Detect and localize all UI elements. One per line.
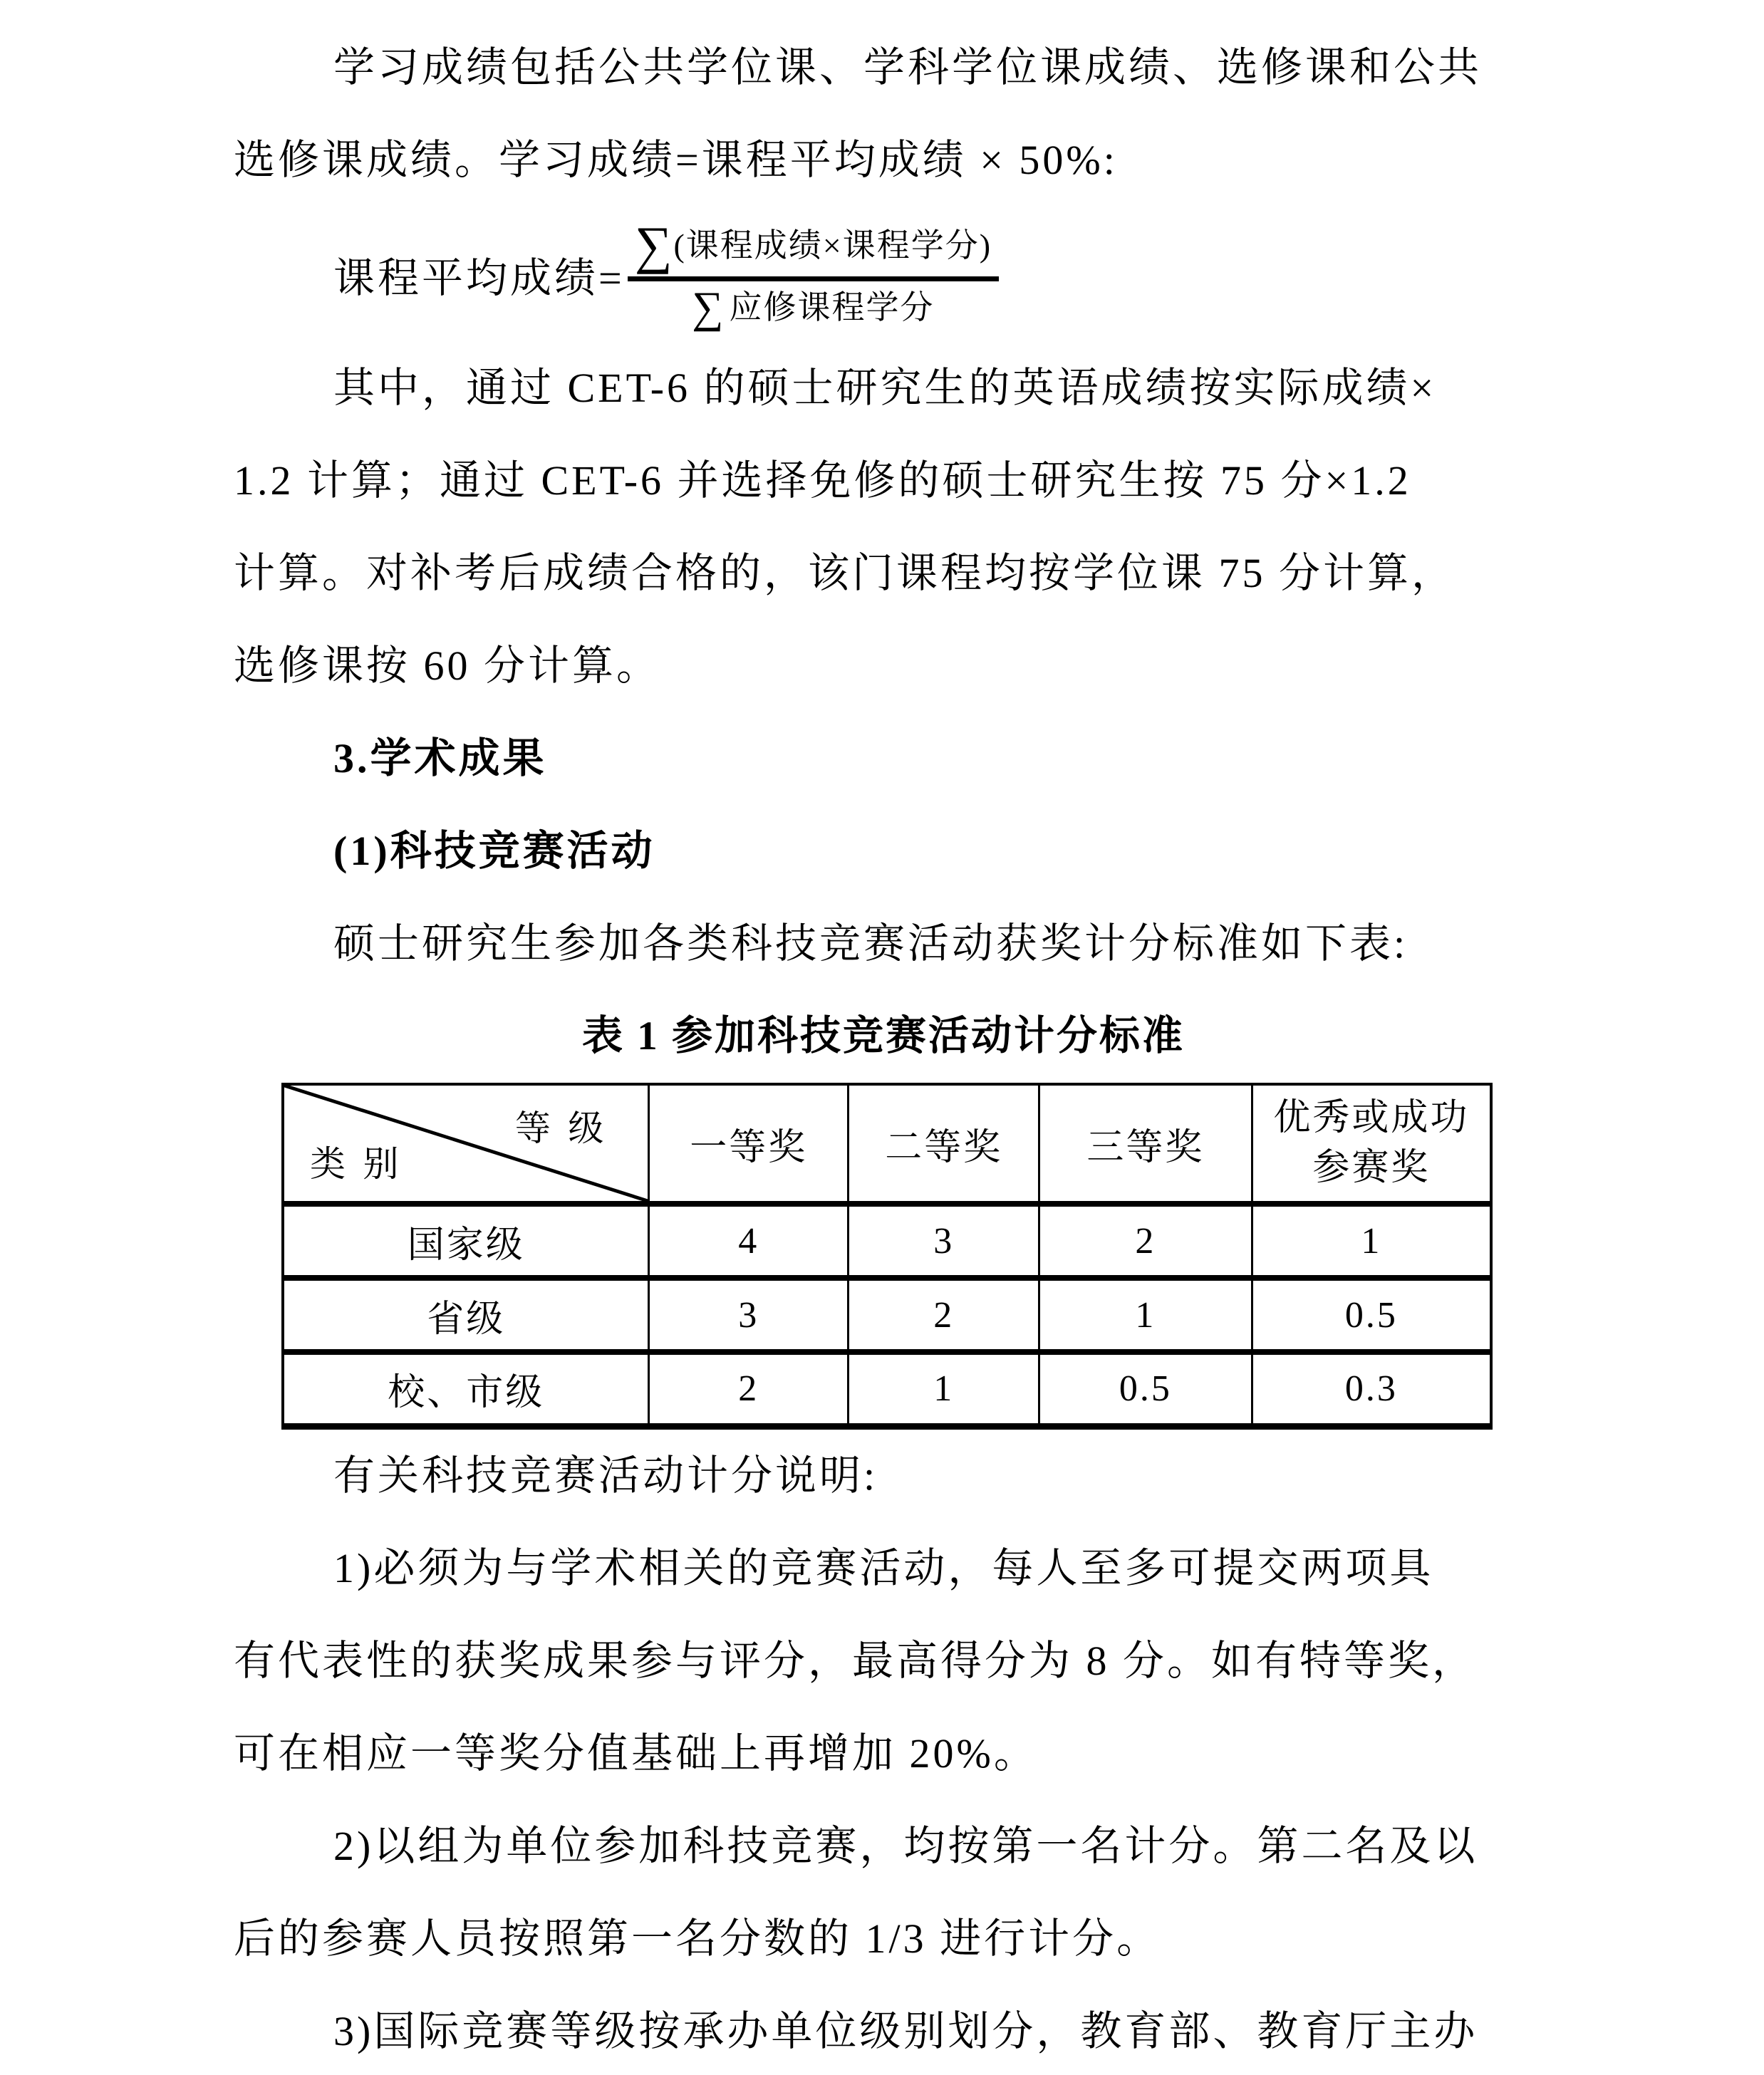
subsection-heading-competition: (1)科技竞赛活动 <box>333 828 655 874</box>
score-cell: 1 <box>1252 1204 1491 1278</box>
score-cell: 2 <box>1039 1204 1252 1278</box>
formula-lhs: 课程平均成绩= <box>333 255 625 301</box>
note2-line2: 后的参赛人员按照第一名分数的 1/3 进行计分。 <box>234 1915 1161 1962</box>
paragraph-cet6-line1: 其中，通过 CET-6 的硕士研究生的英语成绩按实际成绩× <box>333 365 1437 411</box>
table-corner-cell <box>283 1084 649 1204</box>
paragraph-cet6-line2: 1.2 计算；通过 CET-6 并选择免修的硕士研究生按 75 分×1.2 <box>234 457 1411 504</box>
paragraph-cet6-line3: 计算。对补考后成绩合格的，该门课程均按学位课 75 分计算， <box>234 550 1456 596</box>
score-cell: 1 <box>849 1352 1039 1426</box>
table-row-national <box>283 1204 1491 1278</box>
score-cell: 0.3 <box>1252 1352 1491 1426</box>
column-header-first-prize: 一等奖 <box>649 1084 849 1204</box>
section-heading-academic-results: 3.学术成果 <box>333 735 547 781</box>
note1-line1: 1)必须为与学术相关的竞赛活动，每人至多可提交两项具 <box>333 1544 1434 1591</box>
formula-denominator-text: 应修课程学分 <box>729 288 935 326</box>
column-header-second-prize: 二等奖 <box>849 1084 1039 1204</box>
note3-line1: 3)国际竞赛等级按承办单位级别划分，教育部、教育厅主办 <box>333 2007 1478 2054</box>
paragraph-grades-line1: 学习成绩包括公共学位课、学科学位课成绩、选修课和公共 <box>333 44 1483 90</box>
score-cell: 4 <box>649 1204 849 1278</box>
row-label: 国家级 <box>283 1204 649 1278</box>
paragraph-notes-intro: 有关科技竞赛活动计分说明: <box>333 1452 878 1499</box>
note1-line3: 可在相应一等奖分值基础上再增加 20%。 <box>234 1730 1038 1777</box>
sigma-symbol: ∑ <box>692 283 724 332</box>
paragraph-cet6-line4: 选修课按 60 分计算。 <box>234 643 661 689</box>
score-cell: 0.5 <box>1039 1352 1252 1426</box>
formula-denominator <box>685 281 941 331</box>
table-header-row <box>283 1084 1491 1204</box>
paragraph-grades-line2: 选修课成绩。学习成绩=课程平均成绩 × 50%: <box>234 137 1118 183</box>
note2-line1: 2)以组为单位参加科技竞赛，均按第一名计分。第二名及以 <box>333 1822 1478 1869</box>
score-cell: 3 <box>649 1278 849 1352</box>
document-content <box>234 21 1533 2075</box>
column-header-third-prize: 三等奖 <box>1039 1084 1252 1204</box>
column-header-participation-prize: 优秀或成功参赛奖 <box>1252 1084 1491 1204</box>
course-average-formula <box>234 207 1533 342</box>
paragraph-table-intro: 硕士研究生参加各类科技竞赛活动获奖计分标准如下表: <box>333 920 1408 967</box>
corner-label-grade: 等 级 <box>514 1108 608 1148</box>
score-cell: 2 <box>649 1352 849 1426</box>
table-row-provincial <box>283 1278 1491 1352</box>
formula-numerator <box>628 218 999 281</box>
table-caption: 表 1 参加科技竞赛活动计分标准 <box>582 1014 1185 1059</box>
competition-score-table <box>281 1083 1493 1430</box>
row-label: 省级 <box>283 1278 649 1352</box>
table-row-city-school <box>283 1352 1491 1426</box>
note1-line2: 有代表性的获奖成果参与评分，最高得分为 8 分。如有特等奖， <box>234 1637 1477 1684</box>
sigma-symbol: ∑ <box>634 216 673 275</box>
score-cell: 1 <box>1039 1278 1252 1352</box>
formula-fraction <box>628 218 999 331</box>
row-label: 校、市级 <box>283 1352 649 1426</box>
score-cell: 3 <box>849 1204 1039 1278</box>
score-cell: 0.5 <box>1252 1278 1491 1352</box>
score-cell: 2 <box>849 1278 1039 1352</box>
corner-label-category: 类 别 <box>310 1144 403 1184</box>
formula-numerator-text: (课程成绩×课程学分) <box>673 227 992 264</box>
